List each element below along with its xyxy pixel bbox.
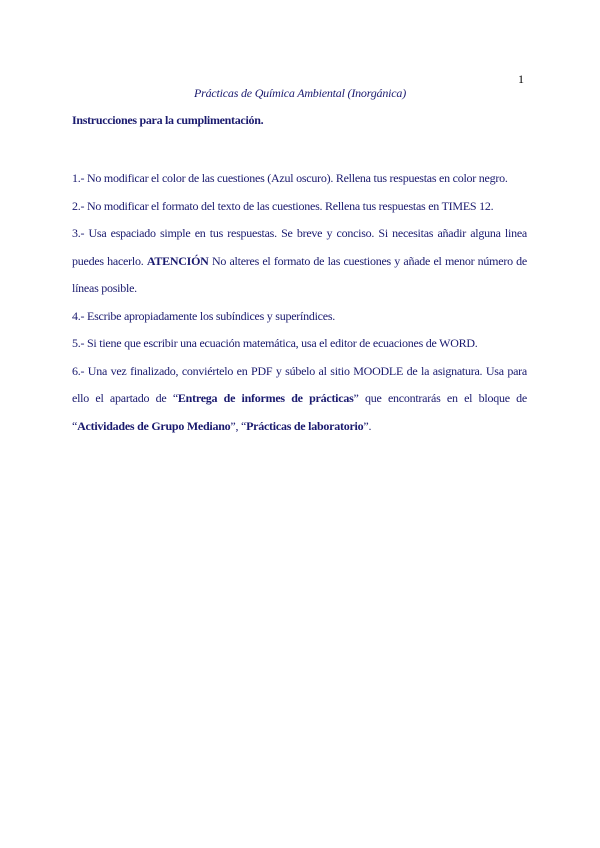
instruction-6-bold-entrega: Entrega de informes de prácticas <box>177 391 354 405</box>
instruction-4-text: 4.- Escribe apropiadamente los subíndices y superíndices. <box>72 308 336 323</box>
instruction-1 <box>72 165 527 193</box>
instruction-4 <box>72 303 527 331</box>
instructions-body <box>72 165 527 440</box>
instruction-6-text-d: ”. <box>363 418 372 433</box>
instruction-6 <box>72 358 527 441</box>
instruction-5-text: 5.- Si tiene que escribir una ecuación matemática, usa el editor de ecuaciones de WORD. <box>72 336 478 350</box>
instruction-1-text: 1.- No modificar el color de las cuestiones (Azul oscuro). Rellena tus respuestas en color negro. <box>72 171 508 185</box>
instruction-6-text-c: ”, “ <box>230 418 247 433</box>
instruction-3-text-b: No alteres el formato de las cuestiones y añade el menor número de líneas posible. <box>72 253 528 295</box>
instruction-2 <box>72 193 527 221</box>
instructions-title: Instrucciones para la cumplimentación. <box>72 113 264 127</box>
instruction-6-text-b: ” que encontrarás en el bloque de “ <box>72 391 527 433</box>
instruction-6-bold-practicas: Prácticas de laboratorio <box>246 418 364 433</box>
page-number: 1 <box>518 72 524 86</box>
instruction-3-text-a: 3.- Usa espaciado simple en tus respuestas. Se breve y conciso. Si necesitas añadir alguna linea puedes hacerlo. <box>72 226 527 268</box>
document-header: Prácticas de Química Ambiental (Inorgánica) <box>193 86 407 100</box>
instruction-3-attention: ATENCIÓN <box>146 253 209 268</box>
instruction-6-text-a: 6.- Una vez finalizado, conviértelo en PDF y súbelo al sitio MOODLE de la asignatura. Usa para ello el apartado de “ <box>72 363 527 405</box>
instruction-5 <box>72 330 527 358</box>
instruction-3 <box>72 220 527 303</box>
instruction-2-text: 2.- No modificar el formato del texto de las cuestiones. Rellena tus respuestas en TIMES 12. <box>72 198 494 213</box>
instruction-6-bold-actividades: Actividades de Grupo Mediano <box>77 418 231 433</box>
